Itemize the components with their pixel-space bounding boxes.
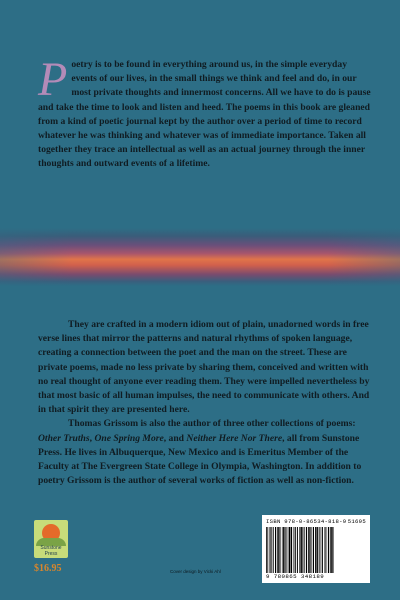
author-bio-end: , all from Sunstone Press. He lives in Albuquerque, New Mexico and is Emeritus Member of the Faculty at The Evergreen State College in Olympia, Washington. In addition to poetry Grissom is the author of several works of fiction as well as non-fiction. (38, 432, 362, 487)
cover-design-credit: Cover design by Vicki Ahl (170, 569, 221, 574)
isbn-number: ISBN 978-0-86534-818-9 51695 (266, 518, 366, 525)
barcode-digits: 9 780865 348189 (266, 573, 325, 580)
title-one-spring-more: One Spring More (94, 432, 164, 444)
separator: , and (163, 432, 187, 444)
intro-text: oetry is to be found in everything around us, in the simple everyday events of our lives, in the small things we think and feel and do, in our most private thoughts and innermost concerns. All we have to do is pause and take the time to look and listen and heed. The poems in this book are gleaned from a kind of poetic journal kept by the author over a period of time to record whatever he was thinking and whatever was of immediate importance. Taken all together they trace an intellectual as well as an actual journey through the inner thoughts and outward events of a lifetime. (38, 59, 371, 170)
drop-cap: P (38, 53, 68, 106)
separator: , (89, 432, 95, 444)
logo-text: Sunstone Press (40, 545, 62, 557)
description-paragraph-1: They are crafted in a modern idiom out of plain, unadorned words in free verse lines that mirror the patterns and natural rhythms of spoken language, creating a connection between the poet and the man on the street. These are private poems, made no less private by sharing them, conceived and written with no real thought of anyone ever reading them. They were impelled nevertheless by that most basic of all human impulses, the need to communicate with others. And in that spirit they are presented here. (38, 319, 370, 416)
description-paragraph-2 (38, 417, 372, 488)
sunset-gradient-band (0, 228, 400, 286)
barcode-bars (266, 527, 366, 573)
title-neither-here-nor-there: Neither Here Nor There (186, 432, 283, 444)
description-text (38, 318, 372, 488)
sunstone-press-logo (34, 520, 68, 558)
price-addon-code: 51695 (347, 518, 366, 525)
isbn-barcode (262, 515, 370, 583)
intro-paragraph (38, 53, 372, 172)
price-label: $16.95 (34, 563, 62, 574)
title-other-truths: Other Truths (38, 432, 90, 444)
author-bio-start: Thomas Grissom is also the author of three other collections of poems: (68, 418, 356, 430)
